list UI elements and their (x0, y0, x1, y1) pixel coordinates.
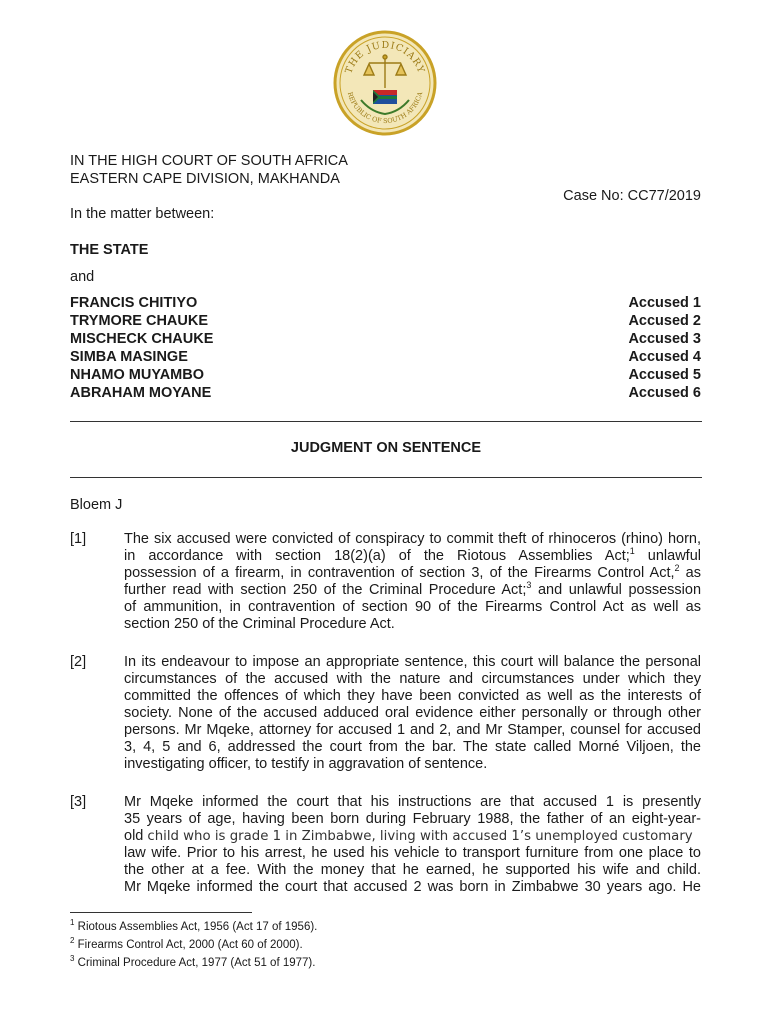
court-division: EASTERN CAPE DIVISION, MAKHANDA (70, 171, 340, 187)
footnote-ref[interactable]: 2 (674, 563, 680, 574)
paragraph-number: [1] (70, 531, 87, 547)
accused-label: Accused 4 (628, 349, 701, 365)
seal-top-text: THE JUDICIARY (343, 39, 427, 76)
footnote: $^1$ Riotous Assemblies Act, 1956 (Act 17 of 1956). (70, 918, 318, 933)
seal-bottom-text: REPUBLIC OF SOUTH AFRICA (345, 91, 425, 126)
paragraph-2 (124, 654, 701, 773)
paragraph-line: committed the offences of which they have been convicted as well as the interests of (124, 688, 701, 704)
accused-row (70, 295, 701, 313)
paragraph-line: 35 years of age, having been born during February 1988, the father of an eight-year- (124, 811, 701, 827)
paragraph-line: Mr Mqeke informed the court that his instructions are that accused 1 is presently (124, 794, 701, 810)
judiciary-seal (333, 30, 437, 136)
paragraph-line: circumstances of the accused with the nature and circumstances under which they (124, 671, 701, 687)
accused-name: SIMBA MASINGE (70, 349, 188, 365)
footnote: $^3$ Criminal Procedure Act, 1977 (Act 51 of 1977). (70, 954, 316, 969)
footnote-separator (70, 912, 252, 913)
accused-label: Accused 2 (628, 313, 701, 329)
accused-label: Accused 5 (628, 367, 701, 383)
accused-row (70, 367, 701, 385)
paragraph-line: in accordance with section 18(2)(a) of the Riotous Assemblies Act;$^1$ unlawful (124, 546, 701, 564)
matter-label: In the matter between: (70, 206, 215, 222)
divider-top (70, 421, 702, 422)
paragraph-line: investigating officer, to testify in aggravation of sentence. (124, 756, 488, 772)
paragraph-line: section 250 of the Criminal Procedure Act. (124, 616, 395, 632)
paragraph-line: old child who is grade 1 in Zimbabwe, living with accused 1’s unemployed customary (124, 828, 693, 844)
party-state: THE STATE (70, 242, 149, 258)
paragraph-line: further read with section 250 of the Criminal Procedure Act;$^3$ and unlawful possession (124, 580, 702, 598)
accused-row (70, 331, 701, 349)
paragraph-line: persons. Mr Mqeke, attorney for accused 1 and 2, and Mr Stamper, counsel for accused (124, 722, 701, 738)
accused-label: Accused 6 (628, 385, 701, 401)
footnote-ref[interactable]: 3 (526, 580, 532, 591)
accused-name: MISCHECK CHAUKE (70, 331, 214, 347)
accused-label: Accused 3 (628, 331, 701, 347)
accused-label: Accused 1 (628, 295, 701, 311)
paragraph-line: the other at a fee. With the money that he earned, he supported his wife and child. (124, 862, 701, 878)
judgment-title: JUDGMENT ON SENTENCE (290, 440, 482, 456)
paragraph-line: possession of a firearm, in contravention of section 3, of the Firearms Control Act,$^2$ as (124, 563, 701, 581)
flag-icon (373, 90, 397, 104)
judge-name: Bloem J (70, 497, 123, 513)
paragraph-3 (124, 794, 701, 896)
accused-name: TRYMORE CHAUKE (70, 313, 209, 329)
paragraph-line: law wife. Prior to his arrest, he used his vehicle to transport furniture from one place to (124, 845, 701, 861)
paragraph-number: [2] (70, 654, 87, 670)
case-number: Case No: CC77/2019 (563, 188, 701, 204)
paragraph-line: 3, 4, 5 and 6, addressed the court from the bar. The state called Morné Viljoen, the (124, 739, 701, 755)
and-label: and (70, 269, 95, 285)
paragraph-line: of ammunition, in contravention of section 90 of the Firearms Control Act as well as (124, 599, 701, 615)
paragraph-line: The six accused were convicted of conspiracy to commit theft of rhinoceros (rhino) horn, (124, 531, 701, 547)
paragraph-number: [3] (70, 794, 87, 810)
accused-row (70, 313, 701, 331)
accused-row (70, 385, 701, 403)
paragraph-line: society. None of the accused adduced oral evidence either personally or through other (124, 705, 701, 721)
paragraph-1 (124, 531, 701, 633)
divider-bottom (70, 477, 702, 478)
accused-name: NHAMO MUYAMBO (70, 367, 204, 383)
accused-name: FRANCIS CHITIYO (70, 295, 198, 311)
paragraph-line: In its endeavour to impose an appropriate sentence, this court will balance the personal (124, 654, 701, 670)
paragraph-line: Mr Mqeke informed the court that accused 2 was born in Zimbabwe 30 years ago. He (124, 879, 701, 895)
footnote-ref[interactable]: 1 (629, 546, 635, 557)
court-name: IN THE HIGH COURT OF SOUTH AFRICA (70, 153, 348, 169)
footnote: $^2$ Firearms Control Act, 2000 (Act 60 of 2000). (70, 936, 303, 951)
accused-name: ABRAHAM MOYANE (70, 385, 212, 401)
accused-row (70, 349, 701, 367)
